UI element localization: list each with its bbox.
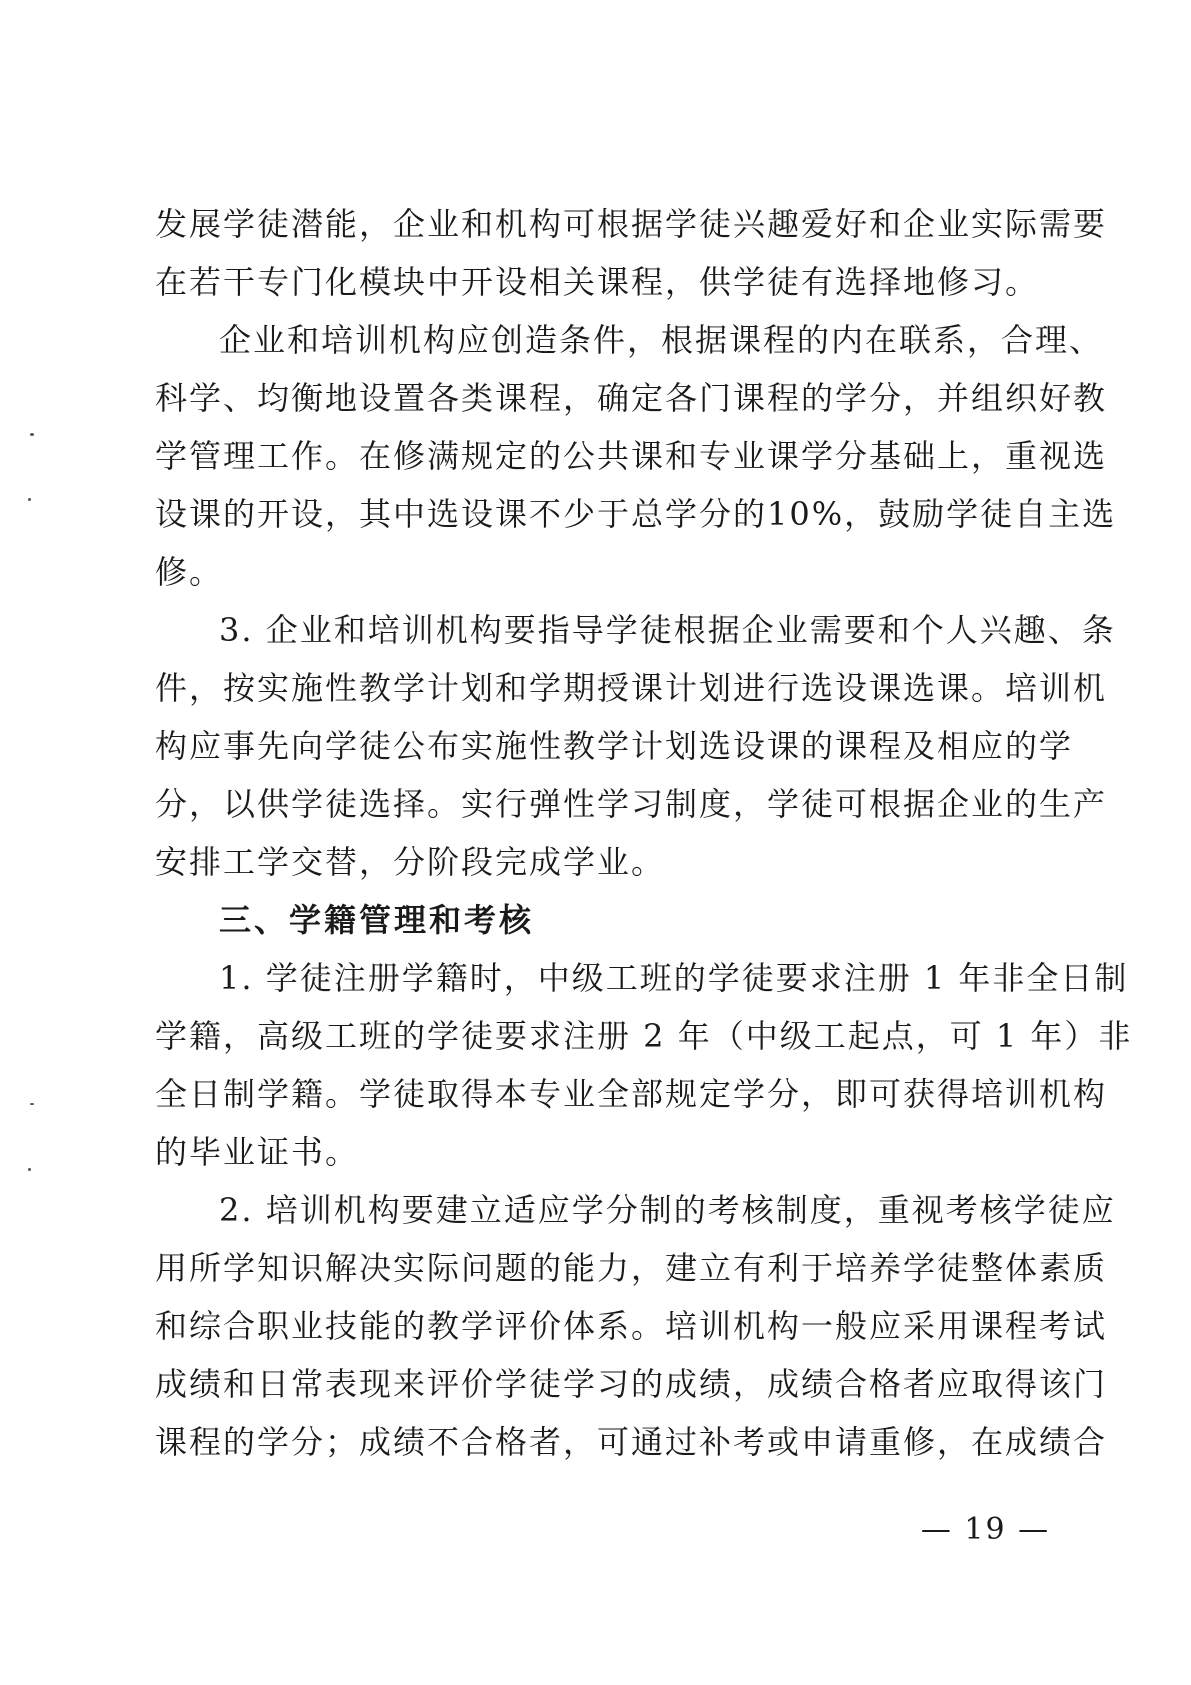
section-heading: 三、学籍管理和考核 bbox=[219, 901, 535, 939]
paragraph-start-line: 2. 培训机构要建立适应学分制的考核制度，重视考核学徒应 bbox=[219, 1191, 1116, 1229]
scan-speck bbox=[28, 498, 31, 501]
scan-speck bbox=[30, 433, 34, 436]
scan-speck bbox=[28, 1168, 31, 1171]
text-line: 分，以供学徒选择。实行弹性学习制度，学徒可根据企业的生产 bbox=[155, 785, 1108, 823]
text-line: 全日制学籍。学徒取得本专业全部规定学分，即可获得培训机构 bbox=[155, 1075, 1108, 1113]
text-line: 的毕业证书。 bbox=[155, 1133, 360, 1171]
text-line: 设课的开设，其中选设课不少于总学分的10%，鼓励学徒自主选 bbox=[155, 495, 1117, 533]
text-line: 发展学徒潜能，企业和机构可根据学徒兴趣爱好和企业实际需要 bbox=[155, 205, 1108, 243]
paragraph-start-line: 1. 学徒注册学籍时，中级工班的学徒要求注册 1 年非全日制 bbox=[219, 959, 1129, 997]
paragraph-start-line: 3. 企业和培训机构要指导学徒根据企业需要和个人兴趣、条 bbox=[219, 611, 1116, 649]
text-line: 学管理工作。在修满规定的公共课和专业课学分基础上，重视选 bbox=[155, 437, 1108, 475]
page-number: — 19 — bbox=[920, 1512, 1051, 1547]
scan-speck bbox=[30, 1103, 34, 1105]
paragraph-start-line: 企业和培训机构应创造条件，根据课程的内在联系，合理、 bbox=[219, 321, 1104, 359]
text-line: 件，按实施性教学计划和学期授课计划进行选设课选课。培训机 bbox=[155, 669, 1108, 707]
text-line: 课程的学分；成绩不合格者，可通过补考或申请重修，在成绩合 bbox=[155, 1423, 1108, 1461]
body-text bbox=[155, 195, 1133, 1471]
text-line: 成绩和日常表现来评价学徒学习的成绩，成绩合格者应取得该门 bbox=[155, 1365, 1108, 1403]
text-line: 用所学知识解决实际问题的能力，建立有利于培养学徒整体素质 bbox=[155, 1249, 1108, 1287]
text-line: 科学、均衡地设置各类课程，确定各门课程的学分，并组织好教 bbox=[155, 379, 1108, 417]
text-line: 构应事先向学徒公布实施性教学计划选设课的课程及相应的学 bbox=[155, 727, 1074, 765]
text-line: 修。 bbox=[155, 553, 224, 591]
text-line: 和综合职业技能的教学评价体系。培训机构一般应采用课程考试 bbox=[155, 1307, 1108, 1345]
text-line: 学籍，高级工班的学徒要求注册 2 年（中级工起点，可 1 年）非 bbox=[155, 1017, 1133, 1055]
text-line: 安排工学交替，分阶段完成学业。 bbox=[155, 843, 666, 881]
text-line: 在若干专门化模块中开设相关课程，供学徒有选择地修习。 bbox=[155, 263, 1040, 301]
